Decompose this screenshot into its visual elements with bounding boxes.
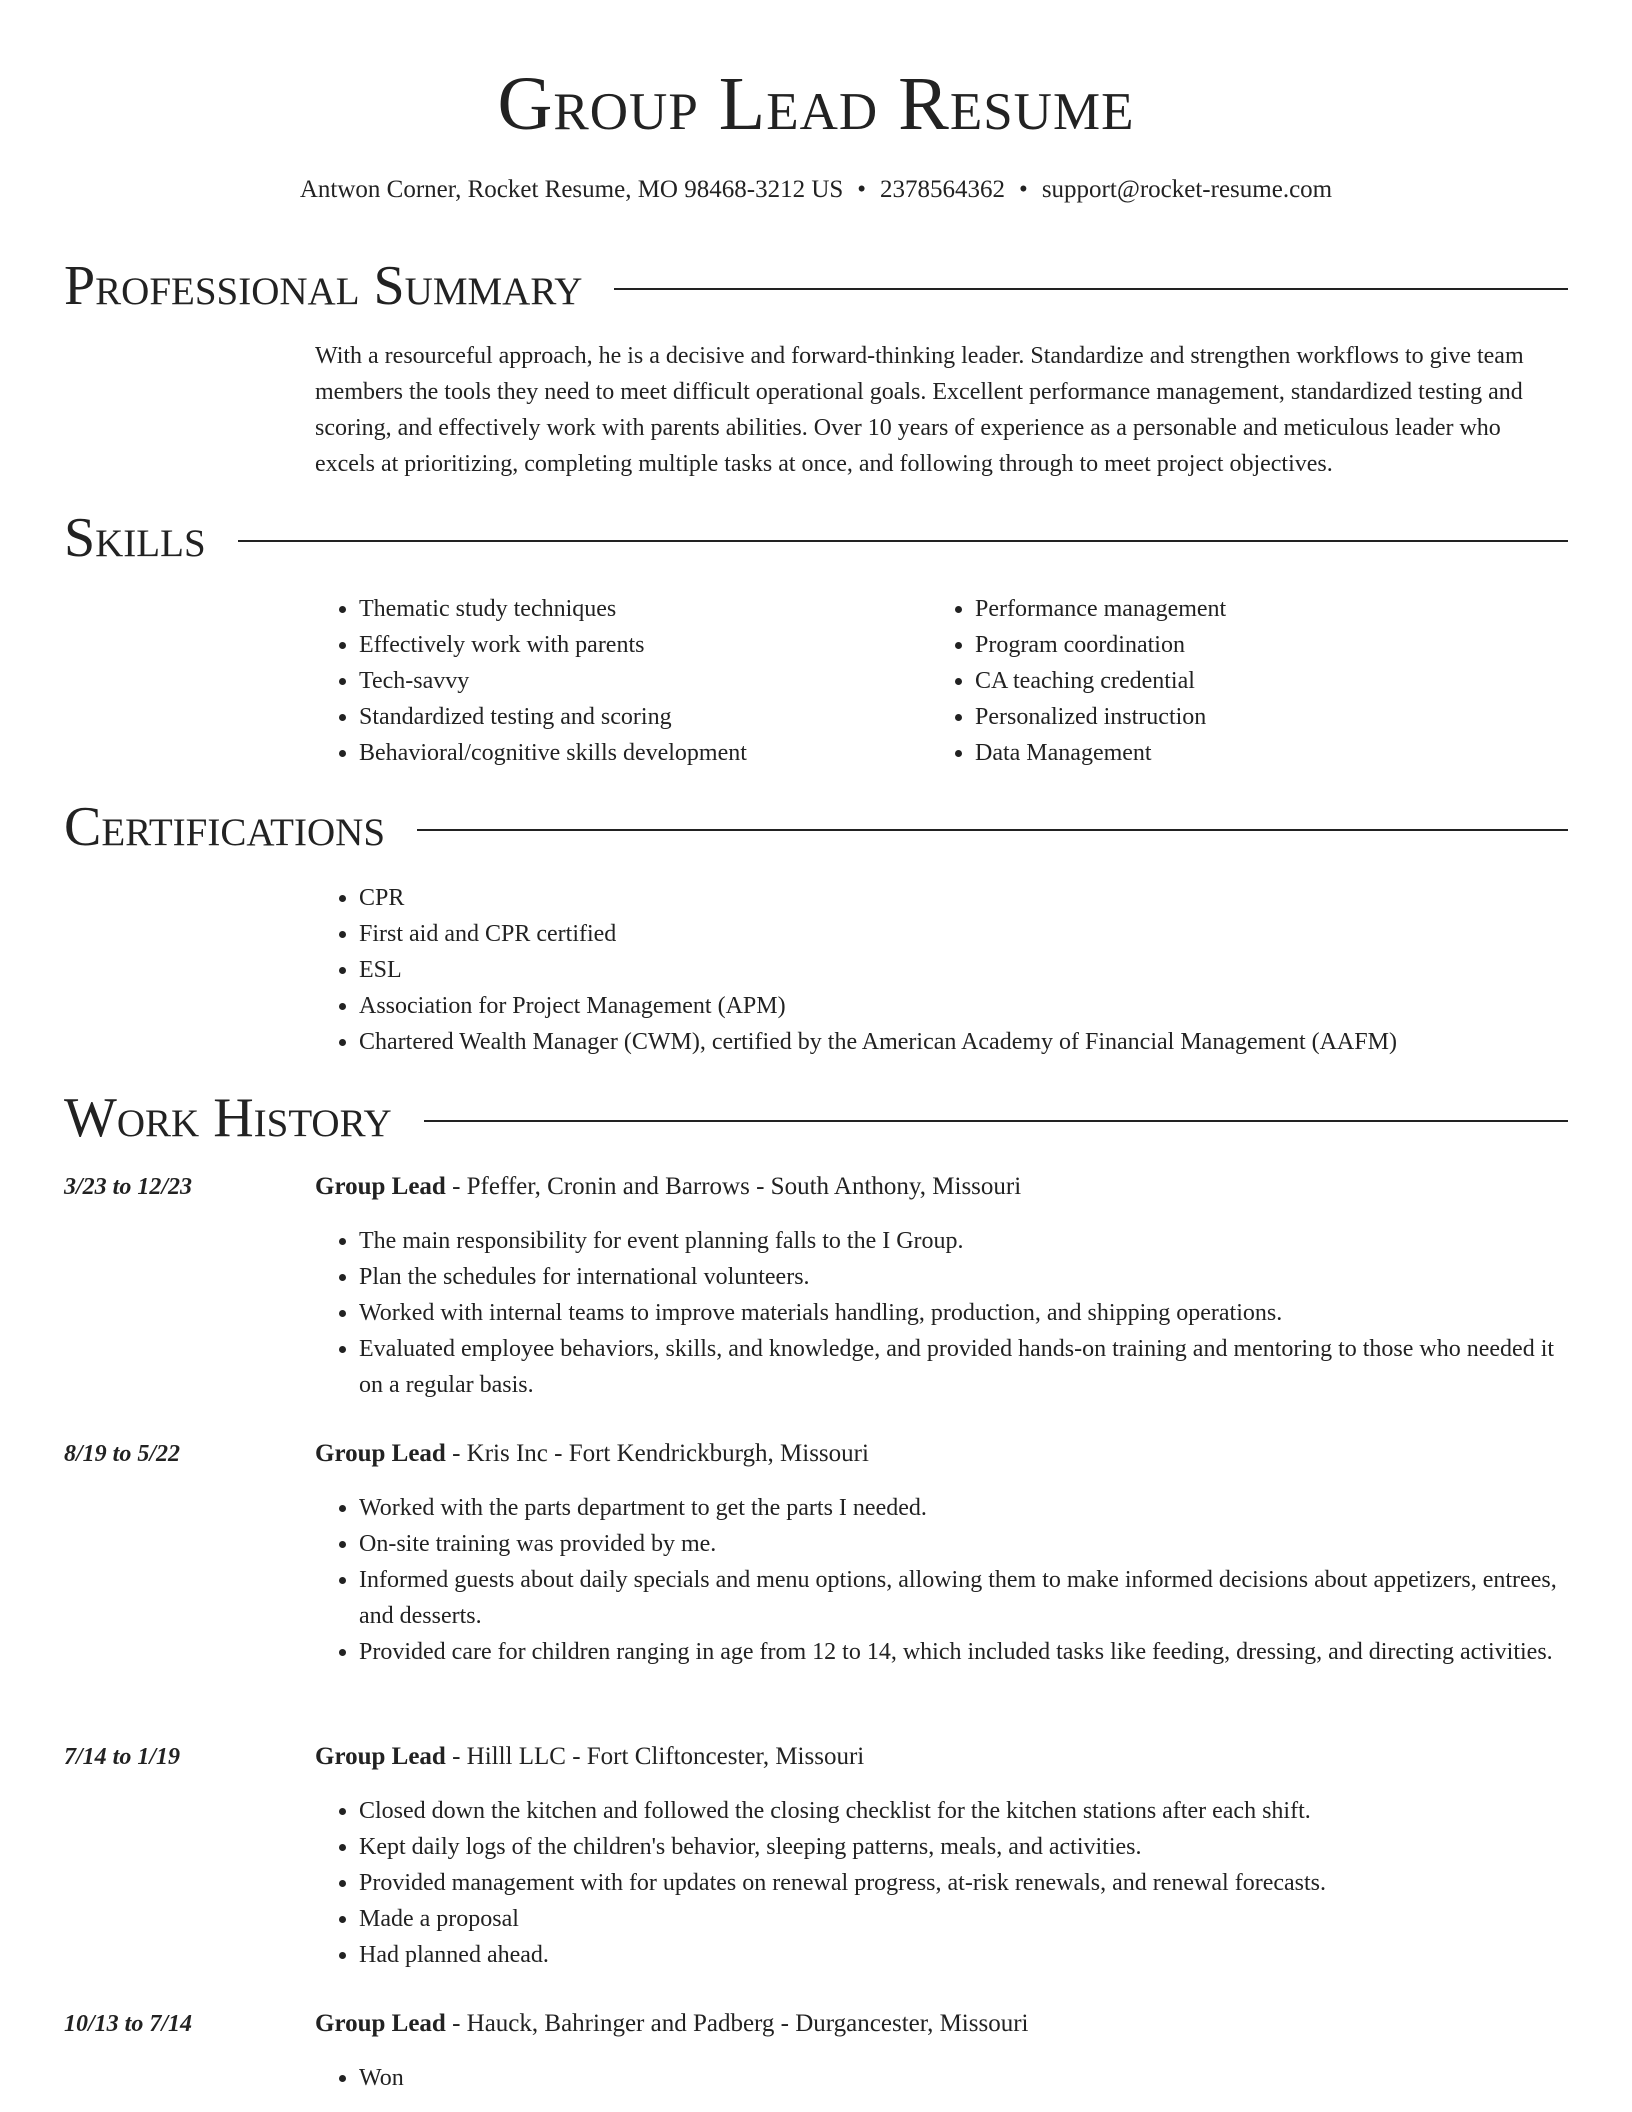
contact-separator: • [1019,176,1028,203]
job-duties [315,1490,1565,1670]
work-history-section-title: Work History [64,1087,392,1149]
certification-item: • Chartered Wealth Manager (CWM), certified by the American Academy of Financial Management (AAFM) [359,1024,1565,1060]
section-divider [424,1120,1568,1122]
duty-item: • Won [359,2060,1565,2096]
contact-separator: • [857,176,867,203]
job-heading [315,2006,1565,2042]
job-duties [315,2060,1565,2096]
certifications-list [315,880,1565,1060]
job-heading [315,1169,1565,1205]
contact-email: support@rocket-resume.com [1041,176,1333,203]
certifications-section-header [64,795,1568,859]
job-position: Group Lead [315,2010,446,2037]
skills-section-title: Skills [64,507,206,569]
certification-item: • Association for Project Management (APM) [359,988,1565,1024]
summary-text: With a resourceful approach, he is a decisive and forward-thinking leader. Standardize and strengthen workflows to give team members the tools they need to meet difficult operational goals. Excellent performance management, standardized testing and scoring, and effectively work with parents abilities. Over 10 years of experience as a personable and meticulous leader who excels at prioritizing, completing multiple tasks at once, and following through to meet project objectives. [315,343,1524,477]
job-company: - Hauck, Bahringer and Padberg - Durgancester, Missouri [445,2010,1029,2037]
duty-item: • Informed guests about daily specials and menu options, allowing them to make informed decisions about appetizers, entrees, and desserts. [359,1562,1565,1634]
certifications-section-title: Certifications [64,796,386,858]
duty-item: • Provided management with for updates on renewal progress, at-risk renewals, and renewal forecasts. [359,1865,1565,1901]
duty-item: • Kept daily logs of the children's behavior, sleeping patterns, meals, and activities. [359,1829,1565,1865]
duty-item: • Closed down the kitchen and followed the closing checklist for the kitchen stations after each shift. [359,1793,1565,1829]
section-divider [417,829,1568,831]
job-heading [315,1436,1565,1472]
summary-section-title: Professional Summary [64,255,583,317]
skill-item: • Program coordination [975,627,1551,663]
summary-section-header [64,254,1568,318]
duty-item: • Worked with the parts department to get the parts I needed. [359,1490,1565,1526]
skill-item: • Data Management [975,735,1551,771]
job-company: - Kris Inc - Fort Kendrickburgh, Missouri [445,1440,869,1467]
skill-item: • Performance management [975,591,1551,627]
job-position: Group Lead [315,1440,446,1467]
contact-address: Antwon Corner, Rocket Resume, MO 98468-3212 US [299,176,844,203]
skills-column-left [315,591,915,771]
contact-line [0,174,1632,206]
certification-item: • CPR [359,880,1565,916]
job-company: - Hilll LLC - Fort Cliftoncester, Missouri [445,1743,865,1770]
skills-column-right [931,591,1551,771]
duty-item: • The main responsibility for event planning falls to the I Group. [359,1223,1565,1259]
skill-item: • CA teaching credential [975,663,1551,699]
job-dates: 3/23 to 12/23 [64,1174,193,1200]
duty-item: • On-site training was provided by me. [359,1526,1565,1562]
work-history-section-header [64,1086,1568,1150]
skill-item: • Personalized instruction [975,699,1551,735]
certification-item: • ESL [359,952,1565,988]
skill-item: • Behavioral/cognitive skills development [359,735,915,771]
certification-item: • First aid and CPR certified [359,916,1565,952]
job-duties [315,1223,1565,1403]
contact-phone: 2378564362 [880,176,1006,203]
duty-item: • Provided care for children ranging in age from 12 to 14, which included tasks like feeding, dressing, and directing activities. [359,1634,1565,1670]
duty-item: • Worked with internal teams to improve materials handling, production, and shipping operations. [359,1295,1565,1331]
skills-section-header [64,506,1568,570]
job-company: - Pfeffer, Cronin and Barrows - South Anthony, Missouri [445,1173,1022,1200]
job-position: Group Lead [315,1743,446,1770]
skill-item: • Effectively work with parents [359,627,915,663]
duty-item: • Plan the schedules for international volunteers. [359,1259,1565,1295]
job-duties [315,1793,1565,1973]
section-divider [238,540,1568,542]
skill-item: • Thematic study techniques [359,591,915,627]
skill-item: • Standardized testing and scoring [359,699,915,735]
duty-item: • Had planned ahead. [359,1937,1565,1973]
job-position: Group Lead [315,1173,446,1200]
resume-title: Group Lead Resume [497,62,1135,146]
job-heading [315,1739,1565,1775]
skill-item: • Tech-savvy [359,663,915,699]
section-divider [614,288,1568,290]
duty-item: • Made a proposal [359,1901,1565,1937]
job-dates: 7/14 to 1/19 [64,1744,181,1770]
duty-item: • Evaluated employee behaviors, skills, and knowledge, and provided hands-on training and mentoring to those who needed it on a regular basis. [359,1331,1565,1403]
job-dates: 10/13 to 7/14 [64,2011,193,2037]
job-dates: 8/19 to 5/22 [64,1441,181,1467]
